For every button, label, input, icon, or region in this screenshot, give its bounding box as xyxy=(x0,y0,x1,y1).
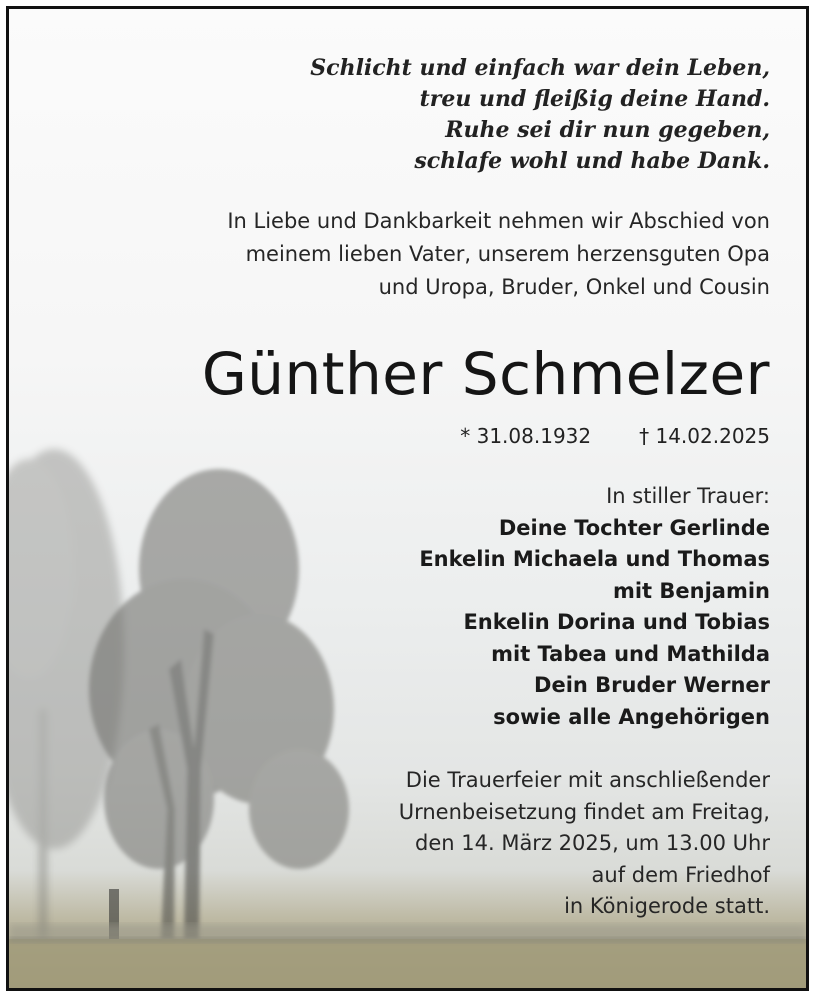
death-date: † 14.02.2025 xyxy=(639,424,770,448)
poem xyxy=(310,53,770,177)
mourner-entry: mit Benjamin xyxy=(612,578,770,603)
service-line: in Königerode statt. xyxy=(564,894,770,918)
funeral-service-info xyxy=(399,765,770,923)
poem-line: Schlicht und einfach war dein Leben, xyxy=(310,55,770,81)
service-line: Die Trauerfeier mit anschließender xyxy=(405,768,770,792)
mourner-entry: Deine Tochter Gerlinde xyxy=(498,515,770,540)
obituary-card xyxy=(6,6,809,991)
poem-line: schlafe wohl und habe Dank. xyxy=(414,148,770,174)
service-line: Urnenbeisetzung findet am Freitag, xyxy=(398,799,770,824)
mourner-entry: mit Tabea und Mathilda xyxy=(491,641,770,666)
birth-date: * 31.08.1932 xyxy=(460,424,592,448)
poem-line: Ruhe sei dir nun gegeben, xyxy=(445,117,770,143)
service-line: den 14. März 2025, um 13.00 Uhr xyxy=(415,831,770,855)
deceased-name: Günther Schmelzer xyxy=(201,340,770,408)
mourner-entry: Enkelin Dorina und Tobias xyxy=(463,610,770,634)
mourners-title: In stiller Trauer: xyxy=(606,484,770,508)
mourner-entry: sowie alle Angehörigen xyxy=(493,704,770,729)
ground xyxy=(9,924,806,988)
mourner-entry: Enkelin Michaela und Thomas xyxy=(419,547,770,571)
mourners-list xyxy=(419,481,770,733)
intro-line: meinem lieben Vater, unserem herzensguten Opa xyxy=(245,242,770,266)
main-tree xyxy=(89,469,349,939)
poem-line: treu und fleißig deine Hand. xyxy=(419,86,770,112)
intro-line: In Liebe und Dankbarkeit nehmen wir Abschied von xyxy=(227,209,770,233)
life-dates xyxy=(460,421,770,451)
mourner-entry: Dein Bruder Werner xyxy=(534,673,770,697)
service-line: auf dem Friedhof xyxy=(591,862,770,887)
farewell-intro xyxy=(227,205,770,304)
intro-line: und Uropa, Bruder, Onkel und Cousin xyxy=(378,275,770,299)
